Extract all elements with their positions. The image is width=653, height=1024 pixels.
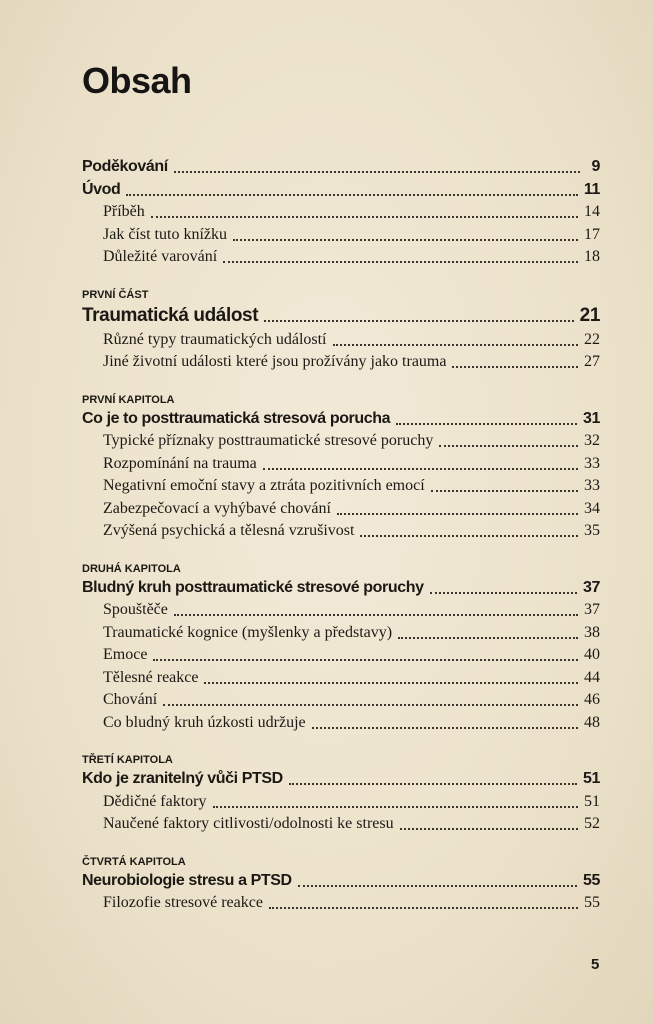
table-of-contents <box>82 156 600 915</box>
toc-subentry <box>82 430 600 453</box>
toc-subentry <box>82 689 600 712</box>
entry-page-number: 18 <box>584 248 600 265</box>
entry-title: Důležité varování <box>103 248 218 265</box>
entry-title: Filozofie stresové reakce <box>103 894 263 911</box>
entry-page-number: 11 <box>583 180 600 198</box>
entry-page-number: 44 <box>584 668 600 686</box>
toc-entry <box>82 179 600 202</box>
entry-page-number: 31 <box>583 409 600 427</box>
entry-title: Příběh <box>103 203 145 220</box>
dot-leader <box>289 783 577 785</box>
dot-leader <box>396 423 577 425</box>
dot-leader <box>174 614 578 616</box>
entry-page-number: 51 <box>583 770 600 787</box>
entry-title: Neurobiologie stresu a PTSD <box>82 871 292 889</box>
toc-subentry <box>82 791 600 814</box>
page-title: Obsah <box>82 60 192 101</box>
entry-title: Emoce <box>103 646 148 663</box>
dot-leader <box>163 704 578 706</box>
dot-leader <box>264 320 574 322</box>
entry-title: Traumatická událost <box>82 304 259 326</box>
part-label: TŘETÍ KAPITOLA <box>82 754 173 766</box>
entry-page-number: 48 <box>584 713 600 731</box>
dot-leader <box>333 344 579 346</box>
dot-leader <box>263 468 578 470</box>
entry-page-number: 9 <box>591 158 600 175</box>
entry-title: Naučené faktory citlivosti/odolnosti ke stresu <box>103 815 394 832</box>
toc-subentry <box>82 351 600 374</box>
entry-title: Tělesné reakce <box>103 668 199 686</box>
toc-entry <box>82 408 600 431</box>
entry-page-number: 40 <box>584 646 600 663</box>
entry-title: Dědičné faktory <box>103 792 207 810</box>
entry-page-number: 34 <box>584 499 600 517</box>
page-number: 5 <box>591 956 600 973</box>
toc-subentry <box>82 498 600 521</box>
part-label: ČTVRTÁ KAPITOLA <box>82 855 186 868</box>
part-label: PRVNÍ ČÁST <box>82 288 149 301</box>
dot-leader <box>269 907 578 909</box>
part-label: DRUHÁ KAPITOLA <box>82 562 181 575</box>
toc-entry <box>82 768 600 791</box>
entry-page-number: 22 <box>584 330 600 348</box>
dot-leader <box>213 806 578 808</box>
entry-page-number: 51 <box>584 792 600 810</box>
entry-title: Rozpomínání na trauma <box>103 454 257 472</box>
entry-title: Typické příznaky posttraumatické stresové poruchy <box>103 432 434 449</box>
entry-page-number: 55 <box>583 871 600 889</box>
entry-title: Poděkování <box>82 158 168 175</box>
entry-title: Jak číst tuto knížku <box>103 225 227 243</box>
entry-title: Jiné životní události které jsou prožívány jako trauma <box>103 353 447 370</box>
dot-leader <box>430 592 577 594</box>
toc-subentry <box>82 246 600 269</box>
entry-page-number: 17 <box>584 225 600 243</box>
entry-title: Úvod <box>82 180 121 198</box>
dot-leader <box>233 239 578 241</box>
toc-subentry <box>82 520 600 543</box>
toc-entry <box>82 303 600 329</box>
entry-page-number: 27 <box>584 353 600 370</box>
toc-subentry <box>82 667 600 690</box>
entry-page-number: 35 <box>584 522 600 539</box>
dot-leader <box>312 727 578 729</box>
toc-entry <box>82 870 600 893</box>
entry-title: Bludný kruh posttraumatické stresové poruchy <box>82 578 424 596</box>
part-label: PRVNÍ KAPITOLA <box>82 393 175 406</box>
entry-title: Spouštěče <box>103 601 168 618</box>
toc-entry <box>82 156 600 179</box>
dot-leader <box>337 513 578 515</box>
toc-subentry <box>82 475 600 498</box>
toc-subentry <box>82 622 600 645</box>
toc-subentry <box>82 201 600 224</box>
entry-title: Co bludný kruh úzkosti udržuje <box>103 713 306 731</box>
entry-page-number: 14 <box>584 203 600 220</box>
toc-subentry <box>82 329 600 352</box>
toc-subentry <box>82 644 600 667</box>
entry-page-number: 55 <box>584 894 600 911</box>
entry-page-number: 33 <box>584 454 600 472</box>
dot-leader <box>452 366 578 368</box>
entry-title: Traumatické kognice (myšlenky a představy) <box>103 623 393 641</box>
toc-subentry <box>82 224 600 247</box>
entry-title: Kdo je zranitelný vůči PTSD <box>82 770 283 787</box>
entry-title: Co je to posttraumatická stresová porucha <box>82 409 391 427</box>
toc-subentry <box>82 892 600 915</box>
toc-subentry <box>82 453 600 476</box>
entry-title: Zvýšená psychická a tělesná vzrušivost <box>103 522 355 539</box>
entry-title: Zabezpečovací a vyhýbavé chování <box>103 499 331 517</box>
dot-leader <box>439 445 578 447</box>
entry-page-number: 21 <box>579 304 600 326</box>
toc-subentry <box>82 599 600 622</box>
dot-leader <box>153 659 578 661</box>
dot-leader <box>126 194 577 196</box>
entry-page-number: 52 <box>584 815 600 832</box>
toc-subentry <box>82 813 600 836</box>
entry-title: Různé typy traumatických událostí <box>103 330 327 348</box>
entry-page-number: 38 <box>584 623 600 641</box>
dot-leader <box>204 682 578 684</box>
dot-leader <box>151 216 578 218</box>
dot-leader <box>400 828 578 830</box>
entry-page-number: 32 <box>584 432 600 449</box>
dot-leader <box>360 535 578 537</box>
entry-page-number: 37 <box>583 578 600 596</box>
entry-title: Chování <box>103 691 158 708</box>
entry-page-number: 37 <box>584 601 600 618</box>
entry-page-number: 33 <box>584 477 600 494</box>
entry-title: Negativní emoční stavy a ztráta pozitivních emocí <box>103 477 425 494</box>
dot-leader <box>174 171 580 173</box>
toc-entry <box>82 577 600 600</box>
toc-subentry <box>82 712 600 735</box>
entry-page-number: 46 <box>584 691 600 708</box>
dot-leader <box>398 637 578 639</box>
dot-leader <box>298 885 577 887</box>
dot-leader <box>223 261 578 263</box>
dot-leader <box>431 490 578 492</box>
